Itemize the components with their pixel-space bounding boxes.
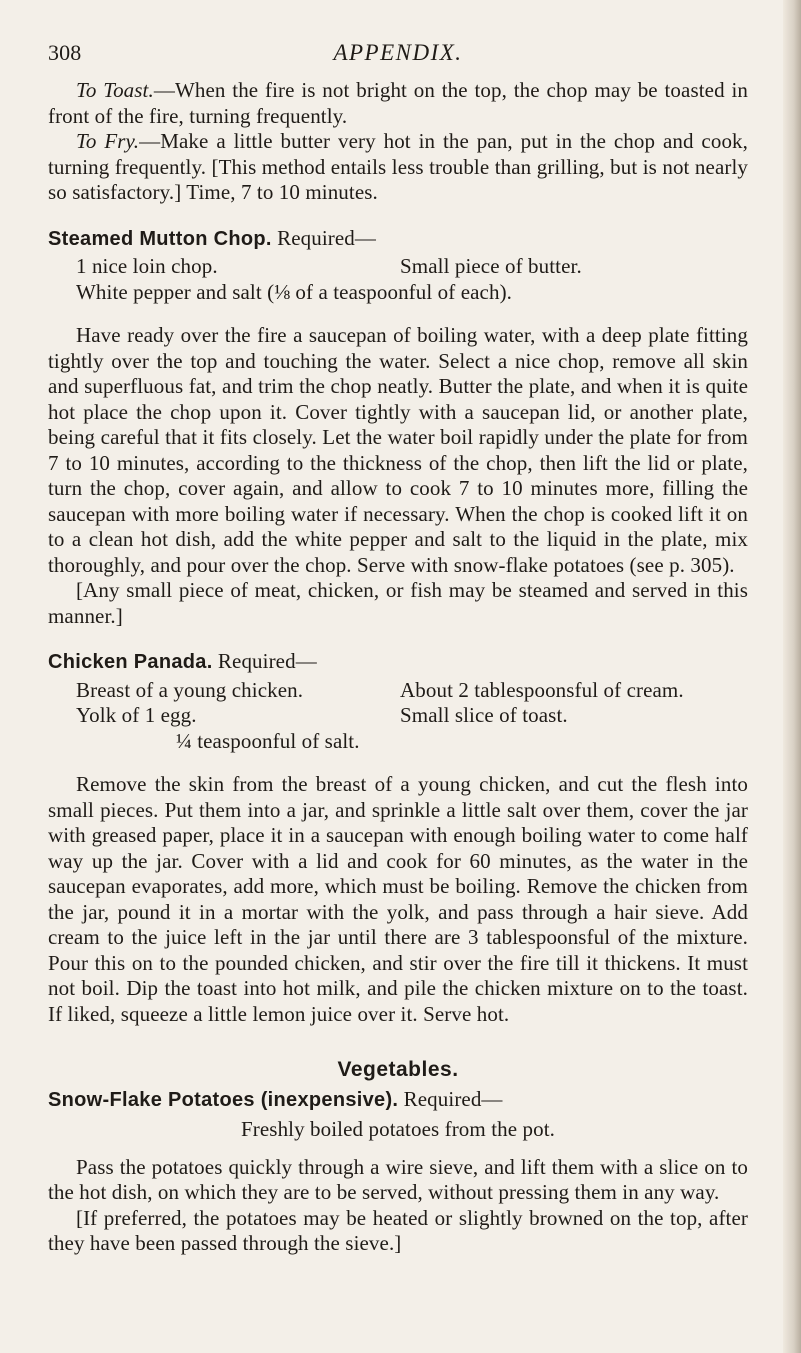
chicken-panada-heading — [48, 649, 748, 676]
snow-flake-note: [If preferred, the potatoes may be heated or slightly browned on the top, after they have been passed through the sieve.] — [48, 1205, 748, 1255]
snow-flake-heading — [48, 1087, 748, 1114]
snow-flake-name: Snow-Flake Potatoes (inexpensive). — [48, 1088, 399, 1111]
chicken-panada-ingredients — [76, 678, 748, 755]
snow-flake-required: Required— — [403, 1086, 503, 1111]
ingredient: Breast of a young chicken. — [76, 677, 304, 702]
snow-flake-ingredient: Freshly boiled potatoes from the pot. — [241, 1117, 555, 1141]
steamed-chop-name: Steamed Mutton Chop. — [48, 227, 272, 250]
vegetables-heading: Vegetables. — [337, 1058, 459, 1081]
ingredient: 1 nice loin chop. — [76, 254, 218, 278]
fry-title: To Fry. — [76, 129, 140, 153]
chicken-panada-name: Chicken Panada. — [48, 651, 213, 673]
page-edge-shadow — [783, 0, 801, 1353]
chicken-panada-method: Remove the skin from the breast of a young chicken, and cut the flesh into small pieces. Put them into a jar, and sprinkle a little salt over them, cover the jar with greased paper, place it in a saucepan with enough boiling water to come half way up the jar. Cover with a lid and cook for 60 minutes, as the water in the saucepan evaporates, add more, which must be boiling. Remove the chicken from the jar, pound it in a mortar with the yolk, and pass through a hair sieve. Add cream to the juice left in the jar until there are 3 tablespoonsful of the mixture. Pour this on to the pounded chicken, and stir over the fire till it thickens. It must not boil. Dip the toast into hot milk, and pile the chicken mixture on to the toast. If liked, squeeze a little lemon juice over it. Serve hot. — [48, 772, 748, 1026]
page-number: 308 — [48, 40, 82, 65]
toast-text: —When the fire is not bright on the top, the chop may be toasted in front of the fire, turning frequently. — [48, 78, 748, 128]
toast-paragraph — [48, 78, 748, 129]
steamed-chop-ingredients — [76, 254, 748, 305]
steamed-chop-required: Required— — [277, 225, 377, 250]
ingredient-row — [76, 254, 748, 280]
ingredient-row — [76, 678, 748, 704]
ingredient-row — [76, 703, 748, 729]
toast-title: To Toast. — [76, 78, 154, 102]
ingredient: Yolk of 1 egg. — [76, 703, 197, 727]
running-head — [48, 40, 748, 76]
fry-text: —Make a little butter very hot in the pan, put in the chop and cook, turning frequently. [This method entails less trouble than grilling, but is not nearly so satisfactory.] Time, 7 to 10 minutes. — [48, 129, 749, 204]
ingredient: About 2 tablespoonsful of cream. — [400, 677, 684, 702]
ingredient: White pepper and salt (⅛ of a teaspoonful of each). — [76, 279, 513, 304]
steamed-chop-method: Have ready over the fire a saucepan of boiling water, with a deep plate fitting tightly over the top and touching the water. Select a nice chop, remove all skin and superfluous fat, and trim the chop neatly. Butter the plate, and when it is quite hot place the chop upon it. Cover tightly with a saucepan lid, or another plate, being careful that it fits closely. Let the water boil rapidly under the plate for from 7 to 10 minutes, according to the thickness of the chop, then lift the lid or plate, turn the chop, cover again, and allow to cook 7 to 10 minutes more, filling the saucepan with more boiling water if necessary. When the chop is cooked lift it on to a clean hot dish, add the white pepper and salt to the liquid in the plate, mix thoroughly, and pour over the chop. Serve with snow-flake potatoes (see p. 305). — [48, 323, 748, 577]
ingredient: Small piece of butter. — [400, 254, 582, 278]
page-title: APPENDIX. — [333, 40, 463, 65]
snow-flake-method: Pass the potatoes quickly through a wire sieve, and lift them with a slice on to the hot dish, on which they are to be served, without pressing them in any way. — [48, 1154, 748, 1204]
ingredient: Small slice of toast. — [400, 703, 568, 727]
book-page — [48, 40, 748, 1257]
steamed-chop-heading — [48, 226, 748, 253]
fry-paragraph — [48, 129, 748, 206]
chicken-panada-required: Required— — [217, 649, 317, 673]
steamed-chop-note: [Any small piece of meat, chicken, or fish may be steamed and served in this manner.] — [48, 578, 748, 628]
ingredient: ¼ teaspoonful of salt. — [176, 728, 360, 753]
